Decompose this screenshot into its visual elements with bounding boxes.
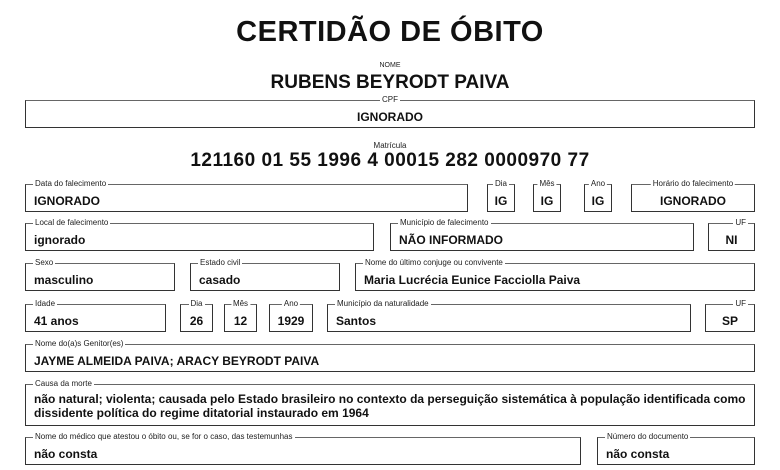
dia-falecimento-value: IG: [494, 194, 508, 208]
conjuge-label: Nome do último conjuge ou convivente: [365, 258, 503, 267]
causa-morte-value: não natural; violenta; causada pelo Estado brasileiro no contexto da perseguição sistemática à população identificada como dissidente política do regime ditatorial instaurado em 1964: [34, 392, 746, 420]
uf-falecimento-field: [708, 218, 755, 251]
cpf-label: CPF: [382, 95, 398, 104]
conjuge-value: Maria Lucrécia Eunice Facciolla Paiva: [364, 273, 581, 287]
idade-value: 41 anos: [34, 314, 79, 328]
numero-documento-value: não consta: [606, 447, 670, 461]
sexo-label: Sexo: [35, 258, 54, 267]
municipio-falecimento-field: [390, 218, 694, 251]
numero-documento-label: Número do documento: [607, 432, 689, 441]
genitores-field: [25, 339, 755, 372]
matricula-label: Matrícula: [373, 141, 407, 150]
ano-nascimento-field: [269, 299, 313, 332]
uf-naturalidade-field: [705, 299, 755, 332]
mes-falecimento-label: Mês: [539, 179, 555, 188]
data-falecimento-label: Data do falecimento: [35, 179, 107, 188]
estado-civil-value: casado: [199, 273, 241, 287]
mes-nascimento-label: Mês: [232, 299, 249, 308]
estado-civil-label: Estado civil: [200, 258, 241, 267]
mes-falecimento-field: [533, 179, 561, 212]
sexo-value: masculino: [34, 273, 94, 287]
municipio-falecimento-label: Município de falecimento: [400, 218, 489, 227]
dia-nascimento-value: 26: [189, 314, 204, 328]
local-falecimento-value: ignorado: [34, 233, 86, 247]
ano-falecimento-value: IG: [591, 194, 605, 208]
medico-label: Nome do médico que atestou o óbito ou, se for o caso, das testemunhas: [35, 432, 293, 441]
local-falecimento-label: Local de falecimento: [35, 218, 109, 227]
idade-field: [25, 299, 166, 332]
local-falecimento-field: [25, 218, 374, 251]
ano-nascimento-value: 1929: [277, 314, 305, 328]
nome-label: NOME: [379, 62, 401, 69]
mes-nascimento-field: [224, 299, 257, 332]
ano-nascimento-label: Ano: [283, 299, 299, 308]
municipio-naturalidade-label: Município da naturalidade: [337, 299, 429, 308]
causa-morte-label: Causa da morte: [35, 379, 92, 388]
medico-field: [25, 432, 581, 465]
ano-falecimento-label: Ano: [590, 179, 606, 188]
causa-morte-field: [25, 379, 755, 426]
data-falecimento-value: IGNORADO: [34, 194, 100, 208]
data-falecimento-field: [25, 179, 468, 212]
uf-falecimento-value: NI: [725, 233, 738, 247]
matricula-value: 121160 01 55 1996 4 00015 282 0000970 77: [190, 150, 590, 171]
municipio-falecimento-value: NÃO INFORMADO: [399, 233, 503, 247]
dia-falecimento-label: Dia: [494, 179, 508, 188]
idade-label: Idade: [35, 299, 56, 308]
ano-falecimento-field: [584, 179, 612, 212]
sexo-field: [25, 258, 175, 291]
horario-falecimento-label: Horário do falecimento: [652, 179, 734, 188]
dia-falecimento-field: [487, 179, 515, 212]
mes-nascimento-value: 12: [233, 314, 248, 328]
uf-naturalidade-label: UF: [735, 299, 746, 308]
genitores-value: JAYME ALMEIDA PAIVA; ARACY BEYRODT PAIVA: [34, 354, 320, 368]
cpf-field: [25, 95, 755, 128]
horario-falecimento-value: IGNORADO: [660, 194, 726, 208]
genitores-label: Nome do(a)s Genitor(es): [35, 339, 124, 348]
certificate-title: CERTIDÃO DE ÓBITO: [236, 16, 544, 48]
dia-nascimento-field: [180, 299, 213, 332]
medico-value: não consta: [34, 447, 98, 461]
nome-value: RUBENS BEYRODT PAIVA: [270, 72, 510, 93]
conjuge-field: [355, 258, 755, 291]
numero-documento-field: [597, 432, 755, 465]
cpf-value: IGNORADO: [357, 110, 423, 124]
dia-nascimento-label: Dia: [190, 299, 203, 308]
uf-falecimento-label: UF: [735, 218, 746, 227]
estado-civil-field: [190, 258, 340, 291]
mes-falecimento-value: IG: [540, 194, 554, 208]
municipio-naturalidade-value: Santos: [336, 314, 377, 328]
uf-naturalidade-value: SP: [721, 314, 738, 328]
horario-falecimento-field: [631, 179, 755, 212]
municipio-naturalidade-field: [327, 299, 691, 332]
